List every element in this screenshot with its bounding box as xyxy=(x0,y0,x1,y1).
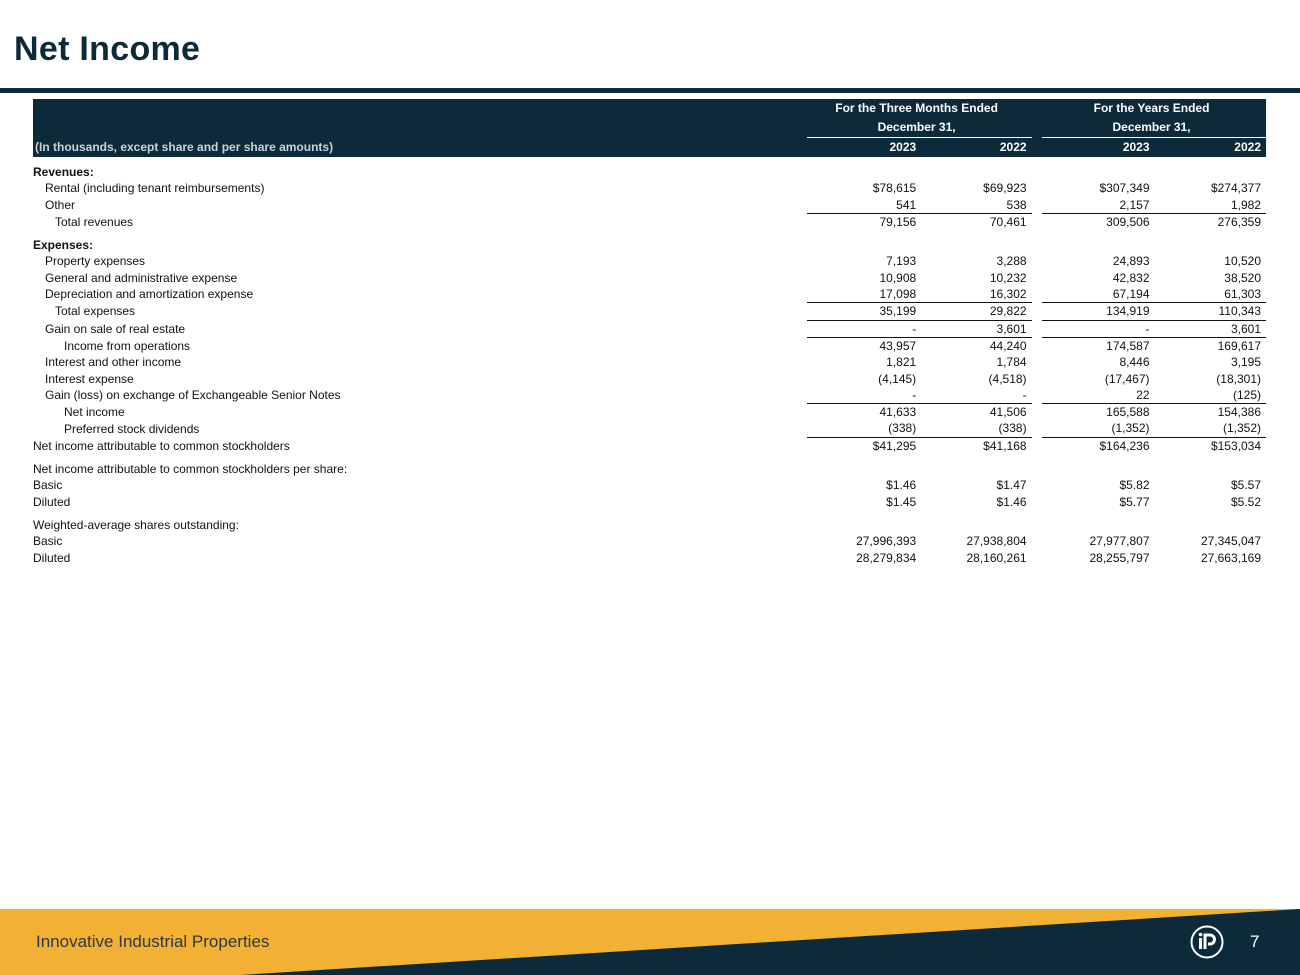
header-row-date xyxy=(33,118,1266,138)
table-row xyxy=(33,253,1266,269)
row-value: (1,352) xyxy=(1042,420,1154,437)
row-value: - xyxy=(807,320,922,337)
row-value: 16,302 xyxy=(989,287,1027,302)
row-value: $41,168 xyxy=(983,438,1027,453)
table-row xyxy=(33,461,1266,477)
year-header: 2022 xyxy=(1234,140,1261,154)
row-value: (17,467) xyxy=(1104,371,1150,386)
header-years: For the Years Ended xyxy=(1093,101,1210,115)
row-label: Basic xyxy=(33,534,63,549)
row-label: Diluted xyxy=(33,494,71,509)
row-value: $5.77 xyxy=(1119,494,1150,509)
row-value: 309,506 xyxy=(1042,213,1154,230)
row-value: 28,160,261 xyxy=(966,550,1027,565)
row-value: 38,520 xyxy=(1224,270,1261,285)
row-value: 134,919 xyxy=(1042,303,1154,320)
row-label: Interest expense xyxy=(45,371,134,386)
row-value: 67,194 xyxy=(1112,287,1150,302)
row-label: Other xyxy=(45,197,76,212)
header-row-years xyxy=(33,138,1266,158)
row-value: $153,034 xyxy=(1210,438,1261,453)
row-value: 3,601 xyxy=(1155,320,1266,337)
row-value: 61,303 xyxy=(1224,287,1261,302)
row-value: 28,279,834 xyxy=(856,550,917,565)
header-three-months: For the Three Months Ended xyxy=(835,101,998,115)
row-label: Gain on sale of real estate xyxy=(45,321,186,336)
table-row xyxy=(33,404,1266,421)
row-value: 22 xyxy=(1042,387,1154,404)
row-value: $1.46 xyxy=(996,494,1027,509)
company-name: Innovative Industrial Properties xyxy=(36,932,270,951)
row-label: Income from operations xyxy=(64,338,191,353)
header-row-period xyxy=(33,99,1266,118)
row-value: - xyxy=(1042,320,1154,337)
row-value: 44,240 xyxy=(989,338,1027,353)
table-row xyxy=(33,550,1266,566)
row-label: Expenses: xyxy=(33,238,94,253)
row-value: (4,518) xyxy=(988,371,1027,386)
row-value: $41,295 xyxy=(872,438,917,453)
row-value: 27,996,393 xyxy=(856,534,917,549)
row-value: 154,386 xyxy=(1217,405,1261,420)
row-label: Property expenses xyxy=(45,254,146,269)
row-value: 174,587 xyxy=(1106,338,1150,353)
row-value: $307,349 xyxy=(1099,181,1150,196)
year-header: 2023 xyxy=(889,140,917,154)
row-label: Gain (loss) on exchange of Exchangeable Senior Notes xyxy=(45,388,341,403)
table-row xyxy=(33,494,1266,510)
row-value: $164,236 xyxy=(1099,438,1150,453)
row-label: Preferred stock dividends xyxy=(64,421,200,436)
year-header: 2023 xyxy=(1122,140,1150,154)
row-label: Weighted-average shares outstanding: xyxy=(33,517,239,532)
row-value: 41,506 xyxy=(989,405,1027,420)
year-header: 2022 xyxy=(999,140,1027,154)
row-value: (4,145) xyxy=(878,371,917,386)
row-label: Interest and other income xyxy=(45,355,182,370)
row-value: 43,957 xyxy=(879,338,917,353)
row-value: (18,301) xyxy=(1216,371,1261,386)
row-label: Total expenses xyxy=(55,304,136,319)
table-row xyxy=(33,303,1266,320)
row-value: $69,923 xyxy=(983,181,1027,196)
row-label: Revenues: xyxy=(33,165,94,179)
row-value: $274,377 xyxy=(1210,181,1261,196)
row-value: $5.57 xyxy=(1230,478,1261,493)
table-row xyxy=(33,533,1266,549)
row-value: $1.45 xyxy=(886,494,917,509)
table-row xyxy=(33,354,1266,370)
table-row xyxy=(33,180,1266,196)
row-value: 24,893 xyxy=(1112,254,1150,269)
row-value: 538 xyxy=(1006,197,1027,212)
row-value: 1,982 xyxy=(1230,197,1261,212)
table-row xyxy=(33,197,1266,214)
table-row xyxy=(33,213,1266,230)
row-value: $5.82 xyxy=(1119,478,1150,493)
row-value: 27,977,807 xyxy=(1089,534,1150,549)
table-row xyxy=(33,437,1266,454)
row-value: (338) xyxy=(921,420,1031,437)
row-value: (1,352) xyxy=(1155,420,1266,437)
row-value: 41,633 xyxy=(879,405,917,420)
table-row xyxy=(33,164,1266,180)
row-value: 29,822 xyxy=(921,303,1031,320)
row-value: $5.52 xyxy=(1230,494,1261,509)
row-value: 8,446 xyxy=(1119,355,1150,370)
row-label: Basic xyxy=(33,478,63,493)
table-row xyxy=(33,477,1266,493)
row-value: 35,199 xyxy=(807,303,922,320)
row-value: 3,195 xyxy=(1230,355,1261,370)
row-value: 3,601 xyxy=(921,320,1031,337)
row-label: Diluted xyxy=(33,550,71,565)
row-label: Total revenues xyxy=(55,214,134,229)
row-label: Depreciation and amortization expense xyxy=(45,287,254,302)
units-note: (In thousands, except share and per share amounts) xyxy=(35,139,334,154)
row-value: 1,784 xyxy=(996,355,1027,370)
header-years-date: December 31, xyxy=(1042,118,1266,138)
table-row xyxy=(33,517,1266,533)
row-value: 17,098 xyxy=(879,287,917,302)
row-value: $1.46 xyxy=(886,478,917,493)
net-income-table xyxy=(33,99,1266,566)
row-value: 10,908 xyxy=(879,270,917,285)
row-value: 27,663,169 xyxy=(1200,550,1261,565)
row-value: 1,821 xyxy=(886,355,917,370)
table-row xyxy=(33,320,1266,337)
row-value: 165,588 xyxy=(1106,405,1150,420)
table-row xyxy=(33,286,1266,303)
row-value: 27,938,804 xyxy=(966,534,1027,549)
row-value: (125) xyxy=(1155,387,1266,404)
row-value: 27,345,047 xyxy=(1200,534,1261,549)
row-value: 276,359 xyxy=(1155,213,1266,230)
table-row xyxy=(33,371,1266,387)
table-row xyxy=(33,420,1266,437)
row-value: $1.47 xyxy=(996,478,1027,493)
title-divider xyxy=(0,88,1300,93)
row-value: $78,615 xyxy=(872,181,917,196)
row-value: (338) xyxy=(807,420,922,437)
row-label: Net income xyxy=(64,404,125,419)
row-label: Net income attributable to common stockholders xyxy=(33,438,290,453)
table-row xyxy=(33,270,1266,286)
page-number: 7 xyxy=(1250,932,1260,951)
row-value: 10,232 xyxy=(989,270,1027,285)
row-value: 2,157 xyxy=(1119,197,1150,212)
row-value: 3,288 xyxy=(996,254,1027,269)
row-value: 70,461 xyxy=(921,213,1031,230)
page-title: Net Income xyxy=(14,30,201,68)
table-row xyxy=(33,237,1266,253)
row-value: 10,520 xyxy=(1224,254,1261,269)
row-label: Rental (including tenant reimbursements) xyxy=(45,181,265,196)
row-value: 42,832 xyxy=(1112,270,1150,285)
header-three-months-date: December 31, xyxy=(807,118,1032,138)
row-value: 79,156 xyxy=(807,213,922,230)
row-value: 28,255,797 xyxy=(1089,550,1150,565)
row-label: Net income attributable to common stockholders per share: xyxy=(33,462,348,477)
row-value: 169,617 xyxy=(1217,338,1261,353)
row-value: - xyxy=(807,387,922,404)
iip-logo-icon xyxy=(1190,925,1224,959)
row-value: - xyxy=(921,387,1031,404)
table-row xyxy=(33,337,1266,354)
row-label: General and administrative expense xyxy=(45,270,238,285)
row-value: 7,193 xyxy=(886,254,917,269)
row-value: 110,343 xyxy=(1155,303,1266,320)
row-value: 541 xyxy=(896,197,917,212)
table-row xyxy=(33,387,1266,404)
